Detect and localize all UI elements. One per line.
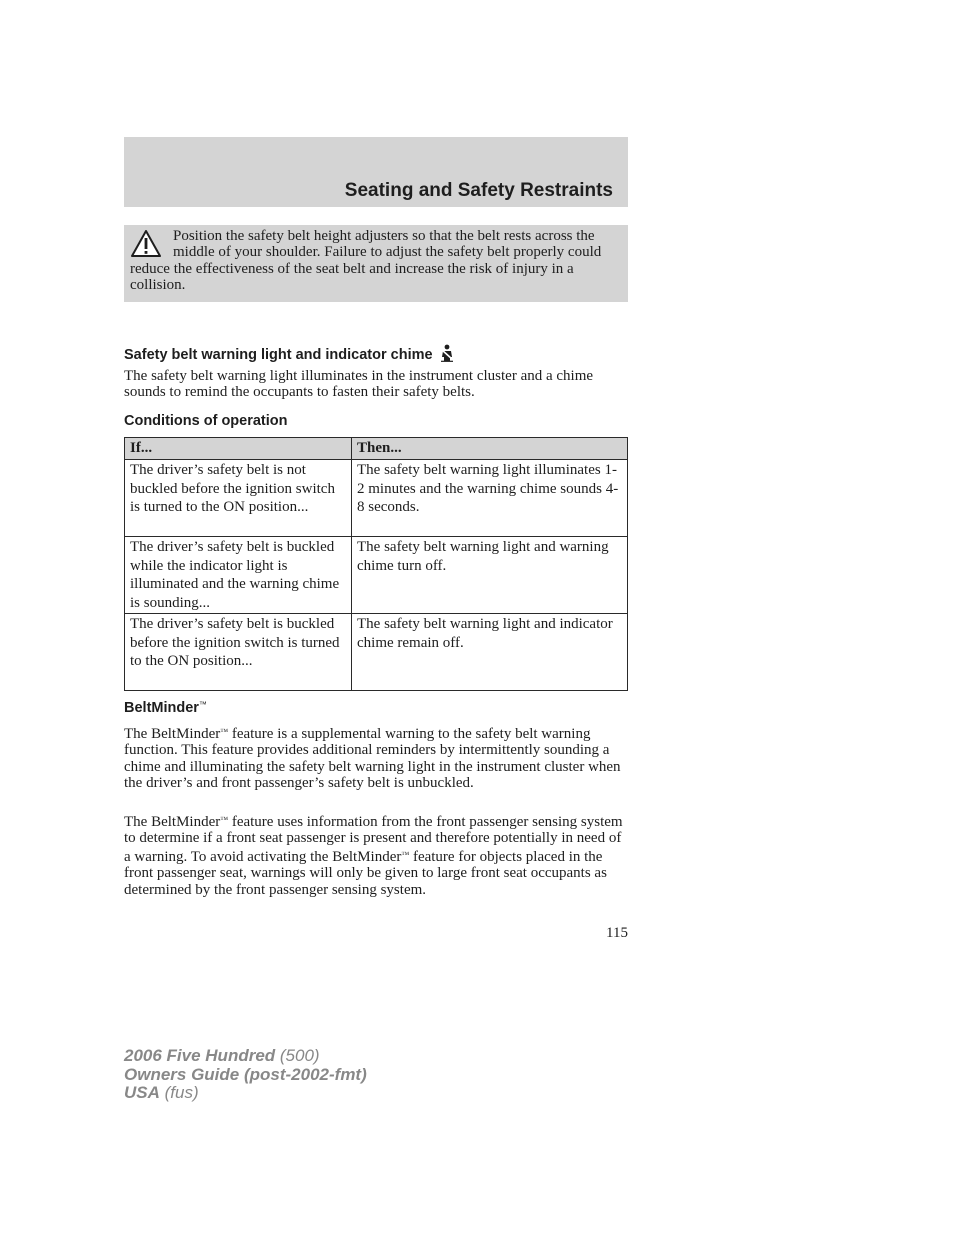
para-text: feature for objects placed in the front passenger seat, warnings will only be given to large front seat occupants as determined by the front passenger sensing system. [124,848,607,898]
column-header-then: Then... [352,438,628,460]
table-row [125,614,628,691]
table-cell-then: The safety belt warning light and warning chime turn off. [352,537,628,614]
footer-line-1 [124,1047,367,1066]
footer-region: USA [124,1083,160,1102]
beltminder-paragraph-2 [124,812,624,898]
trademark-mark: ™ [220,815,229,824]
table-cell-then: The safety belt warning light illuminates 1-2 minutes and the warning chime sounds 4-8 seconds. [352,460,628,537]
page-number: 115 [606,925,628,941]
para-text: The BeltMinder [124,814,221,830]
seat-belt-icon [439,344,455,362]
footer-model-code: (500) [275,1046,320,1065]
section-heading-text: Safety belt warning light and indicator chime [124,347,433,363]
footer-line-2 [124,1066,367,1085]
table-header-row [125,438,628,460]
para-text: feature uses information from the front passenger sensing system to determine if a front seat passenger is present and therefore potentially in need of a warning. To avoid activating the BeltMinder [124,814,623,865]
conditions-heading: Conditions of operation [124,413,288,429]
conditions-table [124,437,628,691]
footer [124,1047,367,1103]
warning-light-description: The safety belt warning light illuminates in the instrument cluster and a chime sounds to remind the occupants to fasten their safety belts. [124,368,594,401]
header-band [124,137,628,207]
table-row [125,460,628,537]
trademark-mark: ™ [401,849,410,859]
warning-text: Position the safety belt height adjusters so that the belt rests across the middle of your shoulder. Failure to adjust the safety belt properly could reduce the effectiveness of the seat belt and increase the risk of injury in a collision. [130,228,602,294]
page-title: Seating and Safety Restraints [344,180,613,201]
table-row [125,537,628,614]
footer-guide: Owners Guide (post-2002-fmt) [124,1064,367,1084]
trademark-mark: ™ [220,727,229,736]
footer-region-code: (fus) [159,1083,199,1102]
beltminder-heading [124,700,207,716]
table-cell-if: The driver’s safety belt is buckled before the ignition switch is turned to the ON position... [125,614,352,691]
warning-triangle-icon [130,229,162,259]
footer-model: 2006 Five Hundred [124,1046,276,1065]
beltminder-heading-text: BeltMinder [124,700,199,716]
trademark-mark: ™ [198,700,207,709]
footer-line-3 [124,1084,367,1103]
table-cell-if: The driver’s safety belt is not buckled before the ignition switch is turned to the ON position... [125,460,352,537]
section-heading-warning-light [124,344,455,363]
para-text: The BeltMinder [124,726,221,742]
table-cell-if: The driver’s safety belt is buckled while the indicator light is illuminated and the warning chime is sounding... [125,537,352,614]
column-header-if: If... [125,438,352,460]
para-text: feature is a supplemental warning to the safety belt warning function. This feature provides additional reminders by intermittently sounding a chime and illuminating the safety belt warning light in the instrument cluster when the driver’s and front passenger’s safety belt is unbuckled. [124,726,621,792]
beltminder-paragraph-1 [124,724,624,792]
warning-box [124,225,628,302]
table-cell-then: The safety belt warning light and indicator chime remain off. [352,614,628,691]
